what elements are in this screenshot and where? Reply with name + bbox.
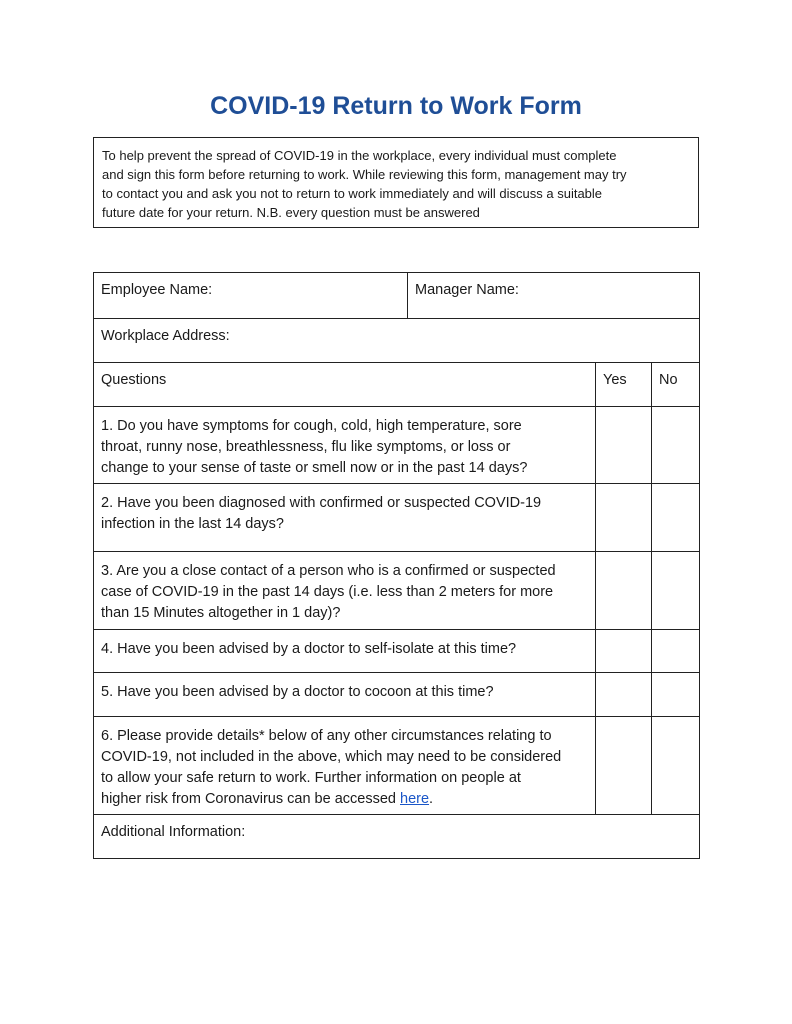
intro-box — [93, 137, 699, 228]
table-row — [94, 407, 700, 484]
question-5-text: 5. Have you been advised by a doctor to cocoon at this time? — [101, 684, 494, 700]
question-2-text: infection in the last 14 days? — [101, 516, 284, 532]
question-6-period: . — [429, 791, 434, 807]
table-row — [94, 815, 700, 859]
additional-information-label: Additional Information: — [101, 824, 246, 840]
question-2-no-box[interactable] — [652, 484, 700, 552]
manager-name-field[interactable] — [408, 273, 700, 319]
yes-header-cell — [596, 363, 652, 407]
question-3-cell — [94, 552, 596, 630]
table-row — [94, 273, 700, 319]
intro-line: and sign this form before returning to work. While reviewing this form, management may try — [102, 167, 627, 182]
questions-header: Questions — [101, 372, 167, 388]
here-link[interactable]: here — [400, 791, 430, 807]
intro-line: To help prevent the spread of COVID-19 in the workplace, every individual must complete — [102, 148, 617, 163]
question-1-no-box[interactable] — [652, 407, 700, 484]
employee-name-label: Employee Name: — [101, 282, 213, 298]
table-row — [94, 630, 700, 673]
question-1-text: change to your sense of taste or smell now or in the past 14 days? — [101, 460, 528, 476]
table-row — [94, 319, 700, 363]
question-4-cell — [94, 630, 596, 673]
workplace-address-label: Workplace Address: — [101, 328, 230, 344]
question-5-cell — [94, 673, 596, 717]
table-row — [94, 484, 700, 552]
question-6-last-line — [101, 789, 588, 810]
table-row — [94, 673, 700, 717]
yes-header: Yes — [603, 372, 627, 388]
form-title: COVID-19 Return to Work Form — [210, 92, 582, 120]
additional-information-field[interactable] — [94, 815, 700, 859]
no-header: No — [659, 372, 678, 388]
table-row — [94, 717, 700, 815]
question-5-yes-box[interactable] — [596, 673, 652, 717]
question-2-text: 2. Have you been diagnosed with confirmed or suspected COVID-19 — [101, 495, 542, 511]
question-3-text: 3. Are you a close contact of a person who is a confirmed or suspected — [101, 563, 556, 579]
question-3-yes-box[interactable] — [596, 552, 652, 630]
question-6-text: to allow your safe return to work. Further information on people at — [101, 770, 521, 786]
intro-line: to contact you and ask you not to return to work immediately and will discuss a suitable — [102, 186, 603, 201]
table-row — [94, 363, 700, 407]
employee-name-field[interactable] — [94, 273, 408, 319]
question-6-yes-box[interactable] — [596, 717, 652, 815]
manager-name-label: Manager Name: — [415, 282, 519, 298]
question-1-yes-box[interactable] — [596, 407, 652, 484]
question-1-text: throat, runny nose, breathlessness, flu like symptoms, or loss or — [101, 439, 511, 455]
question-5-no-box[interactable] — [652, 673, 700, 717]
question-2-cell — [94, 484, 596, 552]
question-3-no-box[interactable] — [652, 552, 700, 630]
question-6-text: COVID-19, not included in the above, which may need to be considered — [101, 749, 562, 765]
question-6-text: 6. Please provide details* below of any other circumstances relating to — [101, 728, 552, 744]
question-6-cell — [94, 717, 596, 815]
workplace-address-field[interactable] — [94, 319, 700, 363]
question-1-text: 1. Do you have symptoms for cough, cold, high temperature, sore — [101, 418, 522, 434]
intro-line: future date for your return. N.B. every question must be answered — [102, 205, 480, 220]
question-4-text: 4. Have you been advised by a doctor to self-isolate at this time? — [101, 641, 517, 657]
question-1-cell — [94, 407, 596, 484]
questions-header-cell — [94, 363, 596, 407]
question-6-no-box[interactable] — [652, 717, 700, 815]
return-to-work-table — [93, 272, 700, 859]
question-4-yes-box[interactable] — [596, 630, 652, 673]
question-4-no-box[interactable] — [652, 630, 700, 673]
table-row — [94, 552, 700, 630]
question-3-text: case of COVID-19 in the past 14 days (i.e. less than 2 meters for more — [101, 584, 554, 600]
question-3-text: than 15 Minutes altogether in 1 day)? — [101, 605, 341, 621]
no-header-cell — [652, 363, 700, 407]
question-6-text: higher risk from Coronavirus can be accessed — [101, 791, 400, 807]
question-2-yes-box[interactable] — [596, 484, 652, 552]
